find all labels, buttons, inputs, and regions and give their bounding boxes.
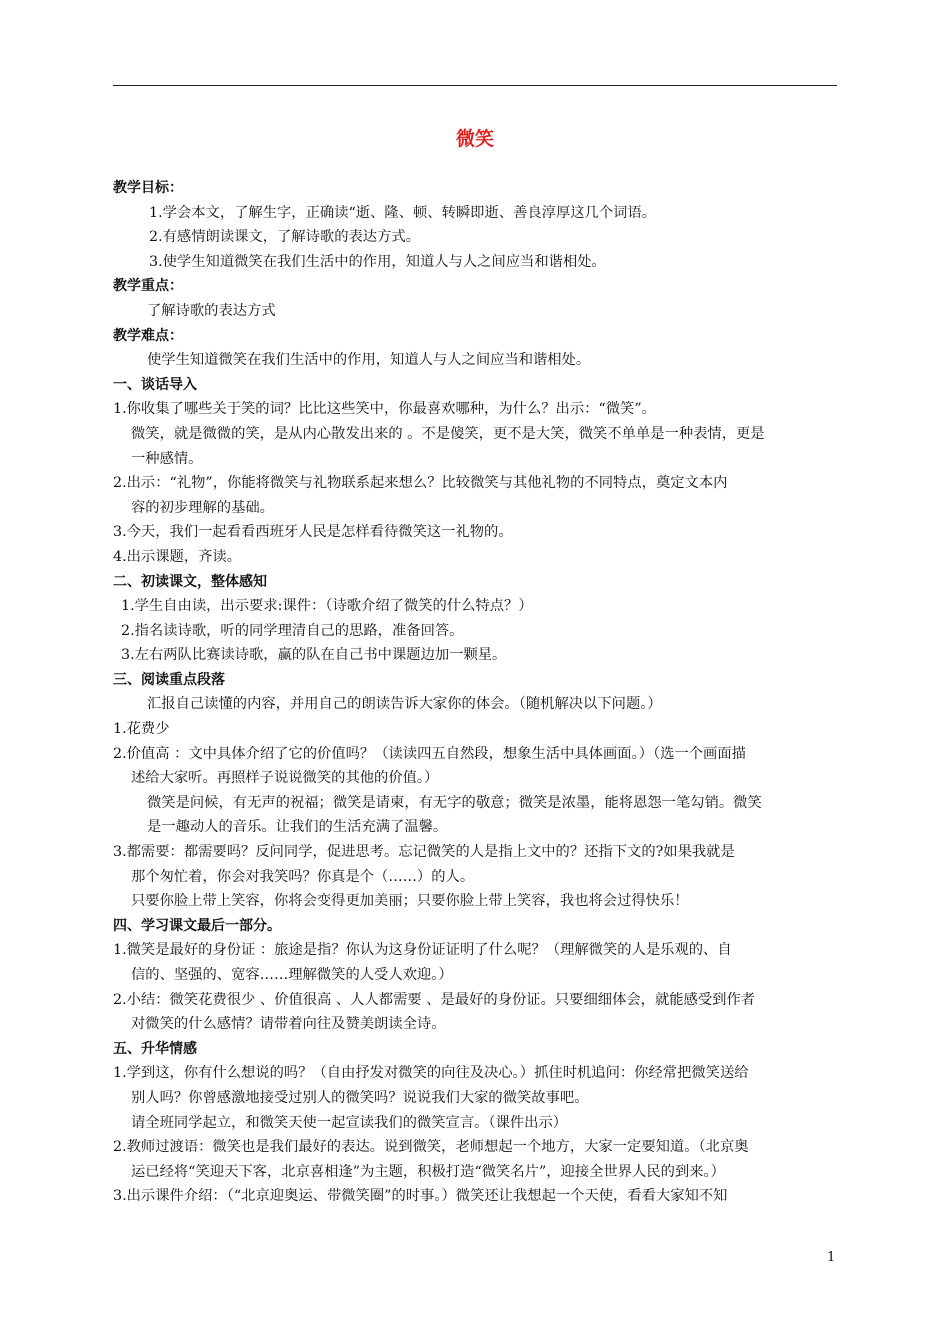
section-heading: 教学难点： [113,327,183,344]
text-line: 3.都需要：都需要吗？反问同学，促进思考。忘记微笑的人是指上文中的？还指下文的?如果我就是 [113,844,735,861]
text-line: 3.出示课件介绍：（“北京迎奥运、带微笑圈”的时事。）微笑还让我想起一个天使，看看大家知不知 [113,1188,728,1205]
text-line: 请全班同学起立，和微笑天使一起宣读我们的微笑宣言。（课件出示） [131,1114,568,1131]
text-line: 3.使学生知道微笑在我们生活中的作用，知道人与人之间应当和谐相处。 [149,253,606,270]
text-line: 那个匆忙着，你会对我笑吗？你真是个（……）的人。 [131,868,475,885]
text-line: 1.学生自由读，出示要求:课件：（诗歌介绍了微笑的什么特点？） [121,598,533,615]
text-line: 一种感情。 [131,450,203,467]
text-line: 1.你收集了哪些关于笑的词？比比这些笑中，你最喜欢哪种，为什么？出示：“微笑”。 [113,401,656,418]
section-heading: 二、初读课文，整体感知 [113,573,267,590]
text-line: 2.小结：微笑花费很少 、价值很高 、人人都需要 、是最好的身份证。只要细细体会，就能感受到作者 [113,991,756,1008]
text-line: 2.有感情朗读课文，了解诗歌的表达方式。 [149,229,420,246]
section-heading: 五、升华情感 [113,1040,197,1057]
section-heading: 教学目标： [113,180,183,196]
text-line: 使学生知道微笑在我们生活中的作用，知道人与人之间应当和谐相处。 [147,352,591,369]
text-line: 2.出示：“礼物”，你能将微笑与礼物联系起来想么？比较微笑与其他礼物的不同特点，奠定文本内 [113,475,728,492]
text-line: 1.学到这，你有什么想说的吗？（自由抒发对微笑的向往及决心。）抓住时机追问：你经常把微笑送给 [113,1065,749,1082]
section-heading: 一、谈话导入 [113,376,197,393]
text-line: 容的初步理解的基础。 [131,499,274,516]
text-line: 1.微笑是最好的身份证 ：旅途是指？你认为这身份证证明了什么呢？（理解微笑的人是乐观的、自 [113,942,732,959]
text-line: 运已经将“笑迎天下客，北京喜相逢”为主题，积极打造“微笑名片”，迎接全世界人民的到来。） [131,1163,725,1180]
document-title: 微笑 [455,128,494,150]
text-line: 2.教师过渡语：微笑也是我们最好的表达。说到微笑，老师想起一个地方，大家一定要知道。（北京奥 [113,1139,749,1156]
text-line: 4.出示课题，齐读。 [113,548,242,565]
text-line: 2.指名读诗歌，听的同学理清自己的思路，准备回答。 [121,622,464,639]
page-number: 1 [827,1250,836,1265]
text-line: 信的、坚强的、宽容……理解微笑的人受人欢迎。） [131,967,453,983]
header-rule [113,85,837,86]
text-line: 对微笑的什么感情？请带着向往及赞美朗读全诗。 [131,1016,446,1033]
text-line: 别人吗？你曾感激地接受过别人的微笑吗？说说我们大家的微笑故事吧。 [131,1089,589,1106]
text-line: 3.左右两队比赛读诗歌，赢的队在自己书中课题边加一颗星。 [121,647,507,664]
text-line: 2.价值高 ：文中具体介绍了它的价值吗？（读读四五自然段，想象生活中具体画面。）（选一个画面描 [113,745,746,762]
document-body [113,176,839,1209]
text-line: 是一趣动人的音乐。让我们的生活充满了温馨。 [147,819,448,836]
section-heading: 三、阅读重点段落 [113,671,225,688]
section-heading: 教学重点： [113,278,183,295]
text-line: 述给大家听。再照样子说说微笑的其他的价值。） [131,770,439,787]
text-line: 3.今天，我们一起看看西班牙人民是怎样看待微笑这一礼物的。 [113,524,513,541]
text-line: 汇报自己读懂的内容，并用自己的朗读告诉大家你的体会。（随机解决以下问题。） [147,696,662,713]
text-line: 1.学会本文，了解生字，正确读“逝、隆、顿、转瞬即逝、善良淳厚这几个词语。 [149,204,657,221]
text-line: 只要你脸上带上笑容，你将会变得更加美丽；只要你脸上带上笑容，我也将会过得快乐！ [131,893,689,910]
text-line: 了解诗歌的表达方式 [147,302,276,319]
text-line: 微笑是问候，有无声的祝福；微笑是请柬，有无字的敬意；微笑是浓墨，能将恩怨一笔勾销。微笑 [147,794,762,811]
text-line: 微笑，就是微微的笑，是从内心散发出来的 。不是傻笑，更不是大笑，微笑不单单是一种表情，更是 [131,425,765,442]
text-line: 1.花费少 [113,721,170,738]
section-heading: 四、学习课文最后一部分。 [113,917,281,934]
